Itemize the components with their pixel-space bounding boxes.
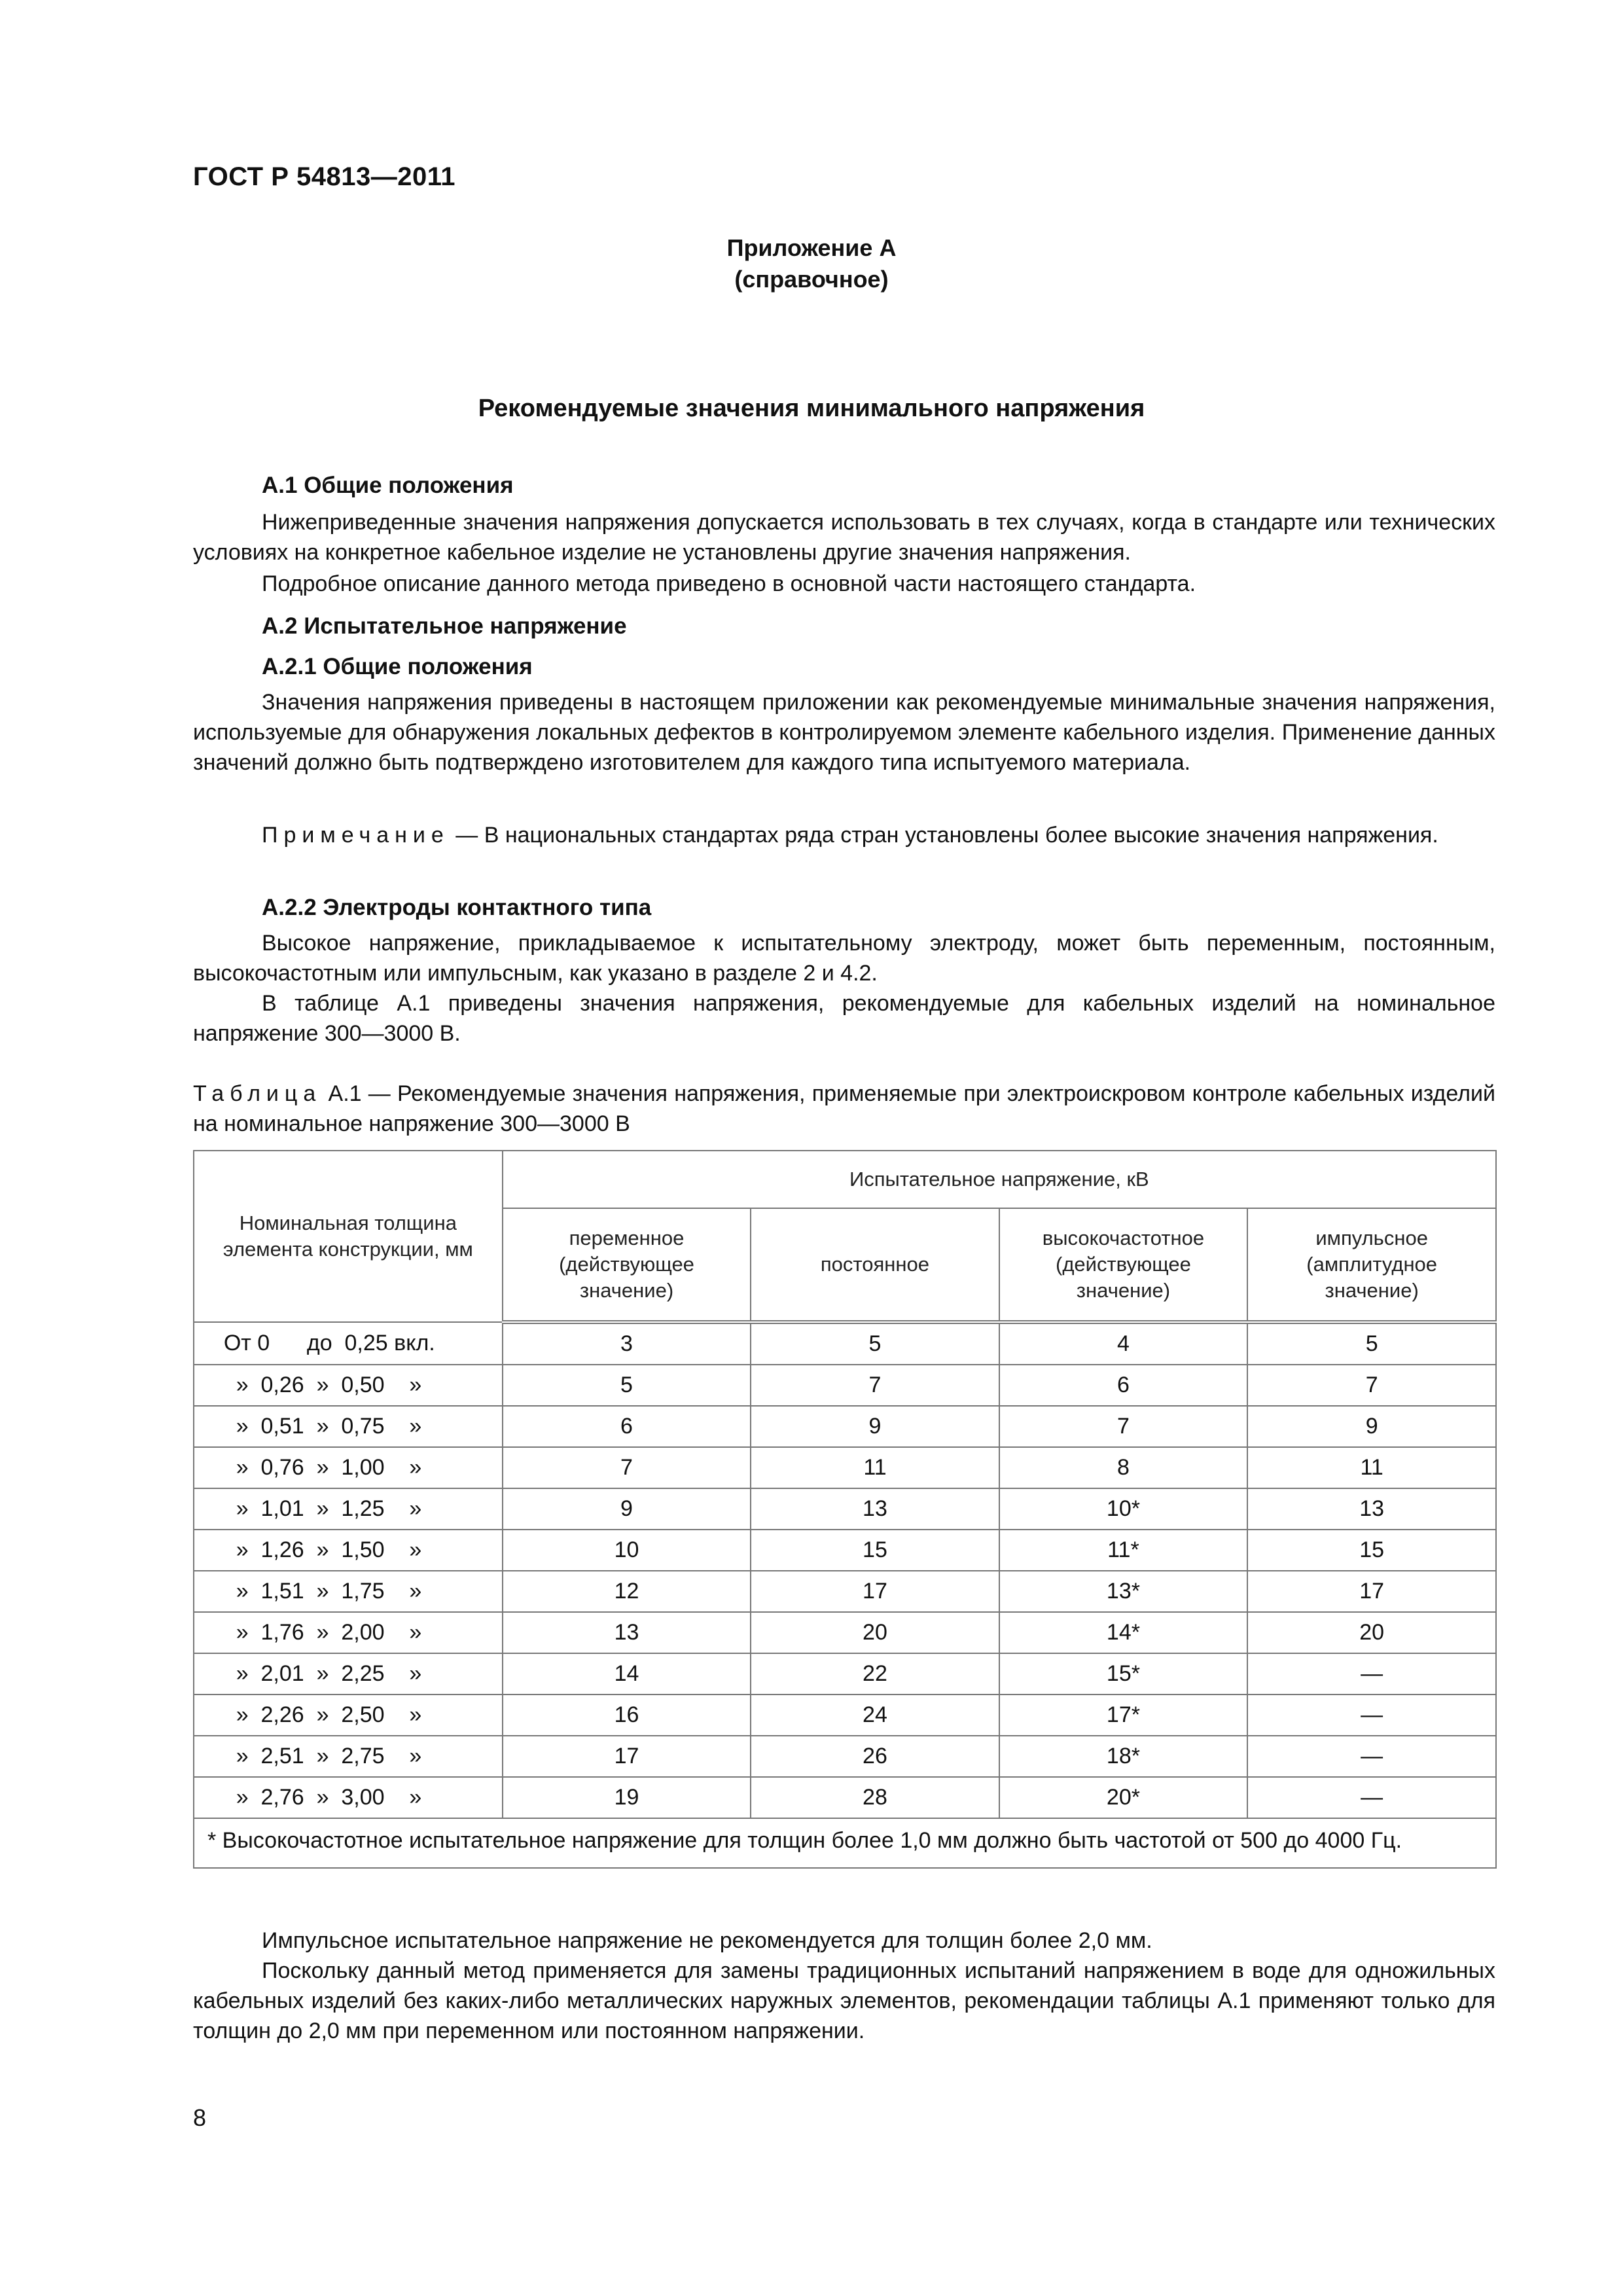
dc-value: 11 [751, 1447, 999, 1488]
appendix-kind: (справочное) [734, 266, 889, 293]
impulse-value: 15 [1247, 1530, 1496, 1571]
hf-value: 7 [999, 1406, 1248, 1447]
table-caption [193, 1079, 1495, 1139]
hf-value: 18* [999, 1736, 1248, 1777]
appendix-main-title: Рекомендуемые значения минимального напряжения [478, 395, 1145, 422]
table-row [194, 1653, 1496, 1695]
impulse-value: — [1247, 1695, 1496, 1736]
ac-value: 5 [503, 1365, 751, 1406]
impulse-value: 13 [1247, 1488, 1496, 1530]
standard-number: ГОСТ Р 54813—2011 [193, 162, 455, 191]
hf-value: 13* [999, 1571, 1248, 1612]
section-a21-paragraph-1: Значения напряжения приведены в настоящем приложении как рекомендуемые минимальные значения напряжения, используемые для обнаружения локальных дефектов в контролируемом элементе кабельного изделия. Применение данных значений должно быть подтверждено изготовителем для каждого типа испытуемого материала. [193, 690, 1495, 775]
ac-value: 12 [503, 1571, 751, 1612]
note-paragraph [193, 820, 1495, 850]
hf-value: 10* [999, 1488, 1248, 1530]
table-row [194, 1406, 1496, 1447]
impulse-value: 5 [1247, 1322, 1496, 1365]
ac-value: 6 [503, 1406, 751, 1447]
table-footnote: * Высокочастотное испытательное напряжение для толщин более 1,0 мм должно быть частотой от 500 до 4000 Гц. [194, 1818, 1496, 1868]
thickness-range: » 1,26 » 1,50 » [194, 1530, 503, 1571]
section-a2-heading: А.2 Испытательное напряжение [262, 613, 627, 639]
dc-value: 7 [751, 1365, 999, 1406]
hf-value: 4 [999, 1322, 1248, 1365]
appendix-heading [0, 232, 1623, 295]
dc-value: 13 [751, 1488, 999, 1530]
table-row [194, 1695, 1496, 1736]
header-ac: переменное (действующее значение) [503, 1208, 751, 1322]
ac-value: 16 [503, 1695, 751, 1736]
dc-value: 5 [751, 1322, 999, 1365]
dc-value: 26 [751, 1736, 999, 1777]
header-test-voltage: Испытательное напряжение, кВ [503, 1151, 1496, 1208]
thickness-range: » 1,76 » 2,00 » [194, 1612, 503, 1653]
header-hf: высокочастотное (действующее значение) [999, 1208, 1248, 1322]
ac-value: 7 [503, 1447, 751, 1488]
voltage-table [193, 1150, 1497, 1869]
thickness-range: » 0,76 » 1,00 » [194, 1447, 503, 1488]
ac-value: 13 [503, 1612, 751, 1653]
page-number: 8 [193, 2104, 207, 2131]
ac-value: 19 [503, 1777, 751, 1818]
section-a1-paragraph-2: Подробное описание данного метода приведено в основной части настоящего стандарта. [262, 571, 1196, 596]
impulse-value: 20 [1247, 1612, 1496, 1653]
impulse-value: 11 [1247, 1447, 1496, 1488]
header-dc: постоянное [751, 1208, 999, 1322]
section-a22-heading: А.2.2 Электроды контактного типа [262, 895, 652, 920]
table-label: Таблица [193, 1081, 322, 1106]
section-a22-paragraph-2: В таблице А.1 приведены значения напряжения, рекомендуемые для кабельных изделий на номинальное напряжение 300—3000 В. [193, 991, 1495, 1046]
dc-value: 9 [751, 1406, 999, 1447]
hf-value: 17* [999, 1695, 1248, 1736]
impulse-value: 17 [1247, 1571, 1496, 1612]
thickness-range: » 2,76 » 3,00 » [194, 1777, 503, 1818]
impulse-value: — [1247, 1653, 1496, 1695]
impulse-value: 9 [1247, 1406, 1496, 1447]
note-label: Примечание [262, 823, 450, 848]
hf-value: 8 [999, 1447, 1248, 1488]
appendix-title: Приложение А [726, 234, 897, 261]
thickness-range: » 0,51 » 0,75 » [194, 1406, 503, 1447]
header-impulse: импульсное (амплитудное значение) [1247, 1208, 1496, 1322]
thickness-range: » 1,51 » 1,75 » [194, 1571, 503, 1612]
hf-value: 11* [999, 1530, 1248, 1571]
header-thickness: Номинальная толщина элемента конструкции, мм [194, 1151, 503, 1322]
hf-value: 6 [999, 1365, 1248, 1406]
table-row [194, 1447, 1496, 1488]
section-a21-heading: А.2.1 Общие положения [262, 654, 533, 679]
after-table-paragraph-2: Поскольку данный метод применяется для замены традиционных испытаний напряжением в воде для одножильных кабельных изделий без каких-либо металлических наружных элементов, рекомендации таблицы А.1 применяют только для толщин до 2,0 мм при переменном или постоянном напряжении. [193, 1958, 1495, 2043]
thickness-range: » 0,26 » 0,50 » [194, 1365, 503, 1406]
table-row [194, 1322, 1496, 1365]
dc-value: 17 [751, 1571, 999, 1612]
table-row [194, 1488, 1496, 1530]
thickness-range: » 2,01 » 2,25 » [194, 1653, 503, 1695]
impulse-value: — [1247, 1777, 1496, 1818]
thickness-range: От 0 до 0,25 вкл. [194, 1322, 503, 1365]
section-a1-paragraph-1: Нижеприведенные значения напряжения допускается использовать в тех случаях, когда в стандарте или технических условиях на конкретное кабельное изделие не установлены другие значения напряжения. [193, 510, 1495, 565]
thickness-range: » 2,26 » 2,50 » [194, 1695, 503, 1736]
table-header-row-1 [194, 1151, 1496, 1208]
ac-value: 14 [503, 1653, 751, 1695]
section-a22-paragraph-1: Высокое напряжение, прикладываемое к испытательному электроду, может быть переменным, постоянным, высокочастотным или импульсным, как указано в разделе 2 и 4.2. [193, 931, 1495, 986]
section-a1-heading: А.1 Общие положения [262, 473, 514, 498]
dc-value: 20 [751, 1612, 999, 1653]
table-row [194, 1571, 1496, 1612]
table-row [194, 1777, 1496, 1818]
hf-value: 20* [999, 1777, 1248, 1818]
table-caption-text: А.1 — Рекомендуемые значения напряжения, применяемые при электроискровом контроле кабельных изделий на номинальное напряжение 300—3000 В [193, 1081, 1495, 1136]
note-text: — В национальных стандартах ряда стран установлены более высокие значения напряжения. [449, 823, 1438, 848]
hf-value: 15* [999, 1653, 1248, 1695]
impulse-value: — [1247, 1736, 1496, 1777]
ac-value: 3 [503, 1322, 751, 1365]
hf-value: 14* [999, 1612, 1248, 1653]
table-row [194, 1612, 1496, 1653]
table-row [194, 1530, 1496, 1571]
ac-value: 9 [503, 1488, 751, 1530]
dc-value: 22 [751, 1653, 999, 1695]
after-table-paragraph-1: Импульсное испытательное напряжение не рекомендуется для толщин более 2,0 мм. [262, 1928, 1152, 1953]
thickness-range: » 1,01 » 1,25 » [194, 1488, 503, 1530]
ac-value: 10 [503, 1530, 751, 1571]
table-row [194, 1365, 1496, 1406]
table-row [194, 1736, 1496, 1777]
dc-value: 24 [751, 1695, 999, 1736]
ac-value: 17 [503, 1736, 751, 1777]
impulse-value: 7 [1247, 1365, 1496, 1406]
thickness-range: » 2,51 » 2,75 » [194, 1736, 503, 1777]
table-footnote-row [194, 1818, 1496, 1868]
dc-value: 15 [751, 1530, 999, 1571]
dc-value: 28 [751, 1777, 999, 1818]
